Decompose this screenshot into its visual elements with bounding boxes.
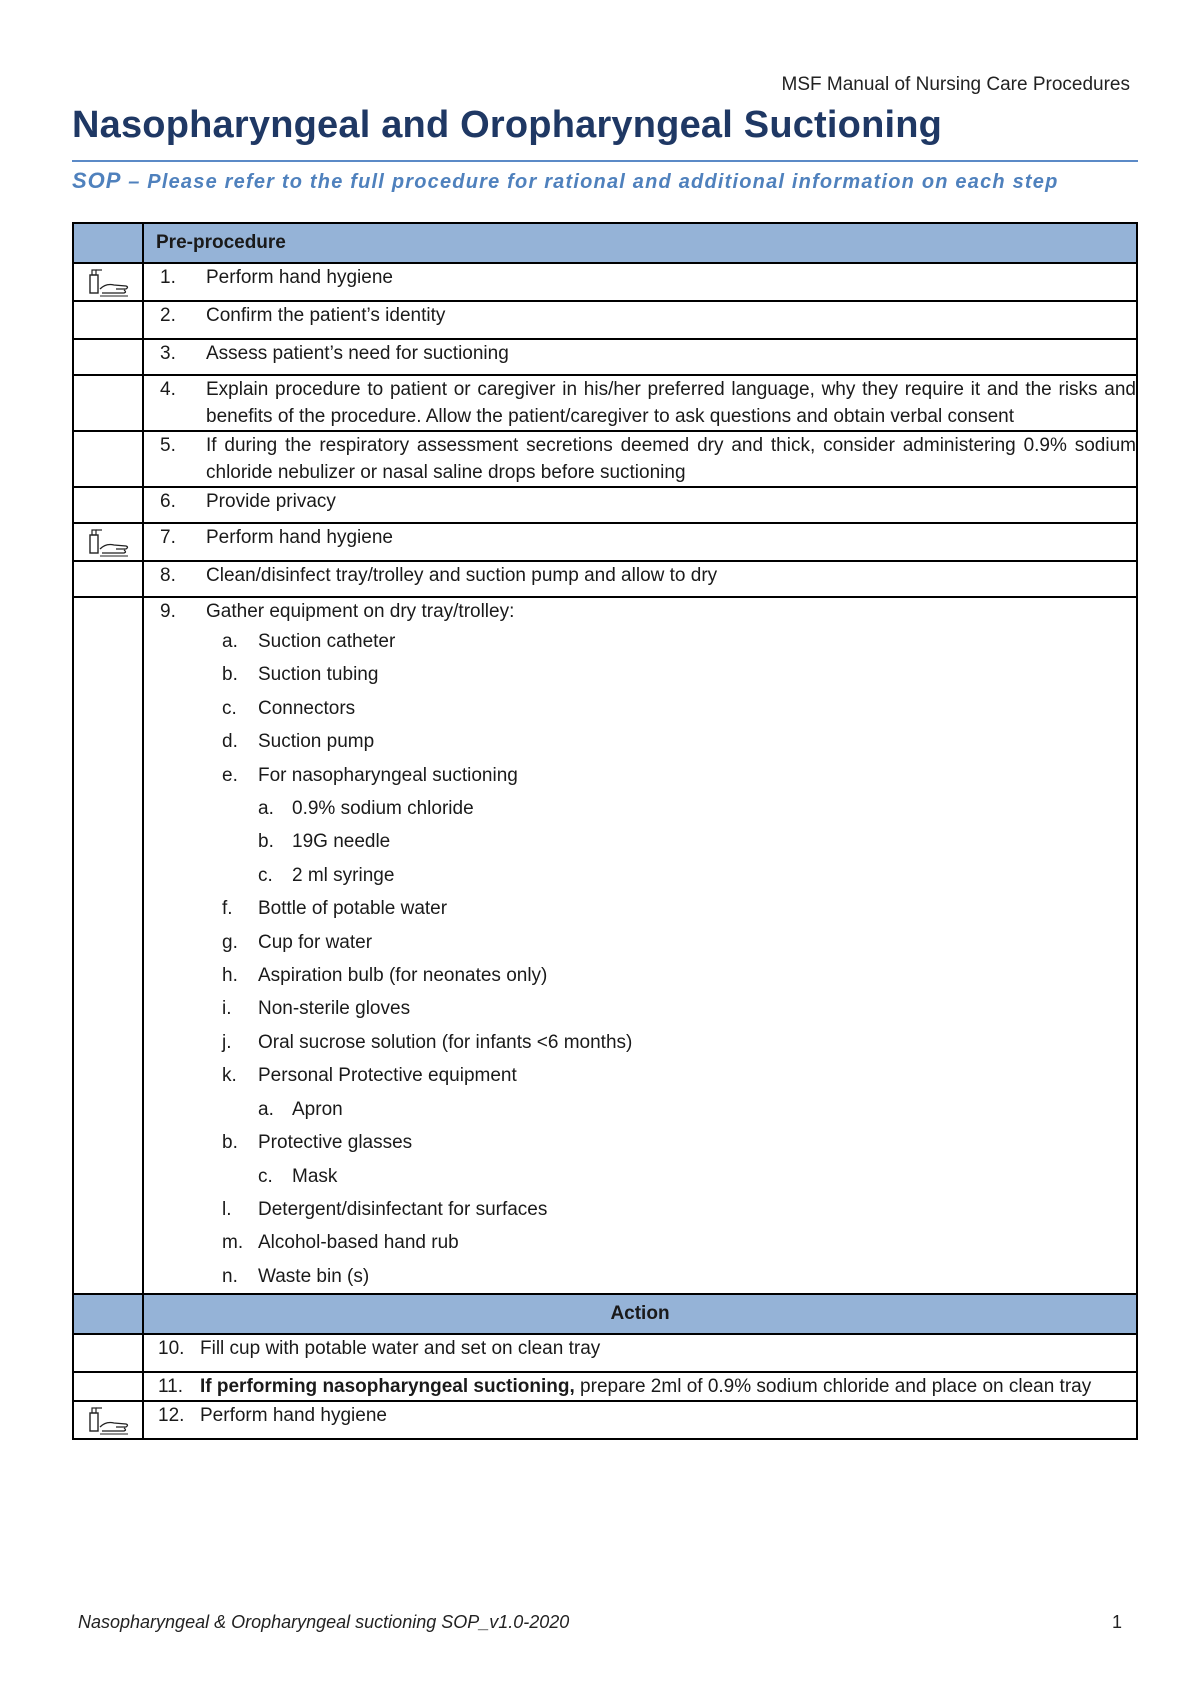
list-item: b. Protective glasses [222,1132,413,1154]
step-text: Explain procedure to patient or caregiver in his/her preferred language, why they require it and the risks and benefits of the procedure. Allow the patient/caregiver to ask questions and obtain verbal consent [206,379,1136,427]
list-item: b. Suction tubing [222,664,379,686]
table-row [73,1372,1137,1401]
step-text: Assess patient’s need for suctioning [206,343,509,364]
table-row [73,263,1137,301]
table-row [73,339,1137,375]
list-item: c. Mask [258,1165,338,1187]
section-title-action: Action [143,1294,1137,1334]
title-divider [72,160,1138,162]
hand-hygiene-icon [84,1405,132,1437]
step-number: 6. [160,491,176,512]
step-emphasis: If performing nasopharyngeal suctioning, [200,1376,575,1398]
step-text: Gather equipment on dry tray/trolley: [206,601,515,622]
icon-cell [73,263,143,301]
step-number: 7. [160,527,176,548]
list-item: n. Waste bin (s) [222,1265,370,1287]
step-number: 4. [160,379,176,400]
section-title-pre: Pre-procedure [143,223,1137,263]
table-row [73,1401,1137,1439]
step-number: 12. [158,1405,185,1427]
step-text: If during the respiratory assessment secretions deemed dry and thick, consider administering 0.9% sodium chloride nebulizer or nasal saline drops before suctioning [206,435,1136,483]
step-text: Perform hand hygiene [200,1405,387,1427]
step-number: 10. [158,1338,185,1360]
step-number: 8. [160,565,176,586]
page-number: 1 [1111,1612,1122,1632]
list-item: g. Cup for water [222,931,373,953]
step-number: 2. [160,305,176,326]
subtitle-sop: SOP [72,168,122,193]
list-item: a. 0.9% sodium chloride [258,798,474,820]
table-row [73,431,1137,487]
list-item: d. Suction pump [222,731,375,753]
list-item: c. 2 ml syringe [258,864,395,886]
step-text: If performing nasopharyngeal suctioning, prepare 2ml of 0.9% sodium chloride and place on clean tray [200,1376,1092,1398]
step-number: 11. [158,1376,184,1398]
table-row [73,301,1137,339]
section-header-pre [73,223,1137,263]
step-text: Perform hand hygiene [206,527,393,548]
step-text: Fill cup with potable water and set on clean tray [200,1338,601,1360]
list-item: e. For nasopharyngeal suctioning [222,764,518,786]
subtitle [72,168,1059,194]
hand-hygiene-icon [84,267,132,299]
step-number: 5. [160,435,176,456]
list-item: b. 19G needle [258,831,391,853]
step-number: 9. [160,601,176,622]
list-item: i. Non-sterile gloves [222,998,411,1020]
subtitle-text: – Please refer to the full procedure for rational and additional information on each step [121,171,1059,193]
step-text: Confirm the patient’s identity [206,305,446,326]
table-row [73,1334,1137,1372]
icon-cell [73,523,143,561]
list-item: f. Bottle of potable water [222,898,448,920]
section-header-action [73,1294,1137,1334]
table-row [73,597,1137,1294]
step-text: Perform hand hygiene [206,267,393,288]
procedure-table [72,222,1138,1440]
table-row [73,523,1137,561]
list-item: a. Apron [258,1098,343,1120]
step-text: Provide privacy [206,491,336,512]
list-item: a. Suction catheter [222,631,396,652]
footer-doc-name: Nasopharyngeal & Oropharyngeal suctioning SOP_v1.0-2020 [78,1612,570,1632]
page-title: Nasopharyngeal and Oropharyngeal Suctioning [72,104,943,146]
list-item: m. Alcohol-based hand rub [222,1232,459,1254]
step-text: Clean/disinfect tray/trolley and suction pump and allow to dry [206,565,718,586]
equipment-list [144,625,1136,1293]
icon-cell [73,1401,143,1439]
table-row [73,487,1137,523]
list-item: h. Aspiration bulb (for neonates only) [222,965,548,987]
hand-hygiene-icon [84,527,132,559]
step-number: 3. [160,343,176,364]
list-item: k. Personal Protective equipment [222,1065,517,1087]
table-row [73,375,1137,431]
list-item: j. Oral sucrose solution (for infants <6 months) [222,1031,633,1053]
manual-header: MSF Manual of Nursing Care Procedures [781,74,1130,95]
table-row [73,561,1137,597]
step-number: 1. [160,267,176,288]
list-item: c. Connectors [222,697,356,719]
list-item: l. Detergent/disinfectant for surfaces [222,1198,548,1220]
